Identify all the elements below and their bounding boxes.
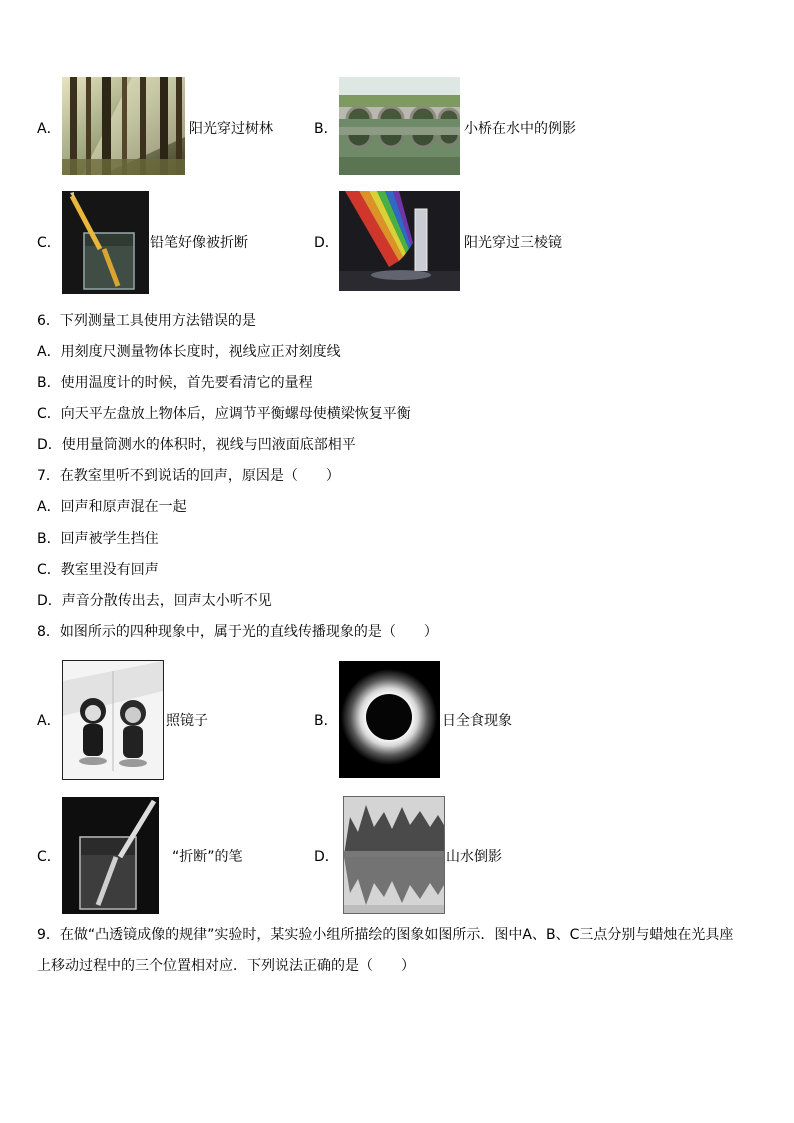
option-caption: 照镜子	[166, 713, 208, 729]
question-stem: 6．下列测量工具使用方法错误的是	[37, 313, 256, 329]
solar-eclipse-photo	[339, 661, 440, 778]
option-caption: 阳光穿过三棱镜	[464, 235, 562, 251]
option-caption: 山水倒影	[446, 849, 502, 865]
option-c: C．教室里没有回声	[37, 562, 159, 578]
option-caption: 日全食现象	[442, 713, 512, 729]
option-d: D．使用量筒测水的体积时，视线与凹液面底部相平	[37, 437, 356, 453]
mountain-reflection-photo	[343, 796, 445, 914]
prism-spectrum-photo	[339, 191, 460, 291]
mirror-dolls-photo	[62, 660, 164, 780]
option-c: C．向天平左盘放上物体后，应调节平衡螺母使横梁恢复平衡	[37, 406, 411, 422]
option-letter: D．	[314, 235, 339, 251]
bridge-reflection-photo	[339, 77, 460, 175]
option-a: A．用刻度尺测量物体长度时，视线应正对刻度线	[37, 344, 341, 360]
option-a: A．回声和原声混在一起	[37, 499, 187, 515]
question-stem: 7．在教室里听不到说话的回声，原因是（ ）	[37, 468, 340, 484]
bent-pen-photo	[62, 797, 159, 914]
option-caption: 铅笔好像被折断	[150, 235, 248, 251]
option-b: B．使用温度计的时候，首先要看清它的量程	[37, 375, 313, 391]
option-letter: C．	[37, 235, 61, 251]
option-letter: B．	[314, 121, 338, 137]
pencil-in-water-photo	[62, 191, 149, 294]
option-caption: “折断”的笔	[172, 849, 243, 865]
option-letter: D．	[314, 849, 339, 865]
forest-sunrays-photo	[62, 77, 185, 175]
option-letter: A．	[37, 713, 61, 729]
option-d: D．声音分散传出去，回声太小听不见	[37, 593, 272, 609]
option-letter: A．	[37, 121, 61, 137]
option-letter: C．	[37, 849, 61, 865]
question-stem: 8．如图所示的四种现象中，属于光的直线传播现象的是（ ）	[37, 624, 438, 640]
question-stem-line-2: 上移动过程中的三个位置相对应．下列说法正确的是（ ）	[37, 958, 415, 974]
question-stem-line-1: 9．在做“凸透镜成像的规律”实验时，某实验小组所描绘的图象如图所示．图中A、B、C三点分别与蜡烛在光具座	[37, 927, 734, 943]
option-caption: 小桥在水中的例影	[464, 121, 576, 137]
option-caption: 阳光穿过树林	[189, 121, 273, 137]
option-letter: B．	[314, 713, 338, 729]
option-b: B．回声被学生挡住	[37, 531, 159, 547]
